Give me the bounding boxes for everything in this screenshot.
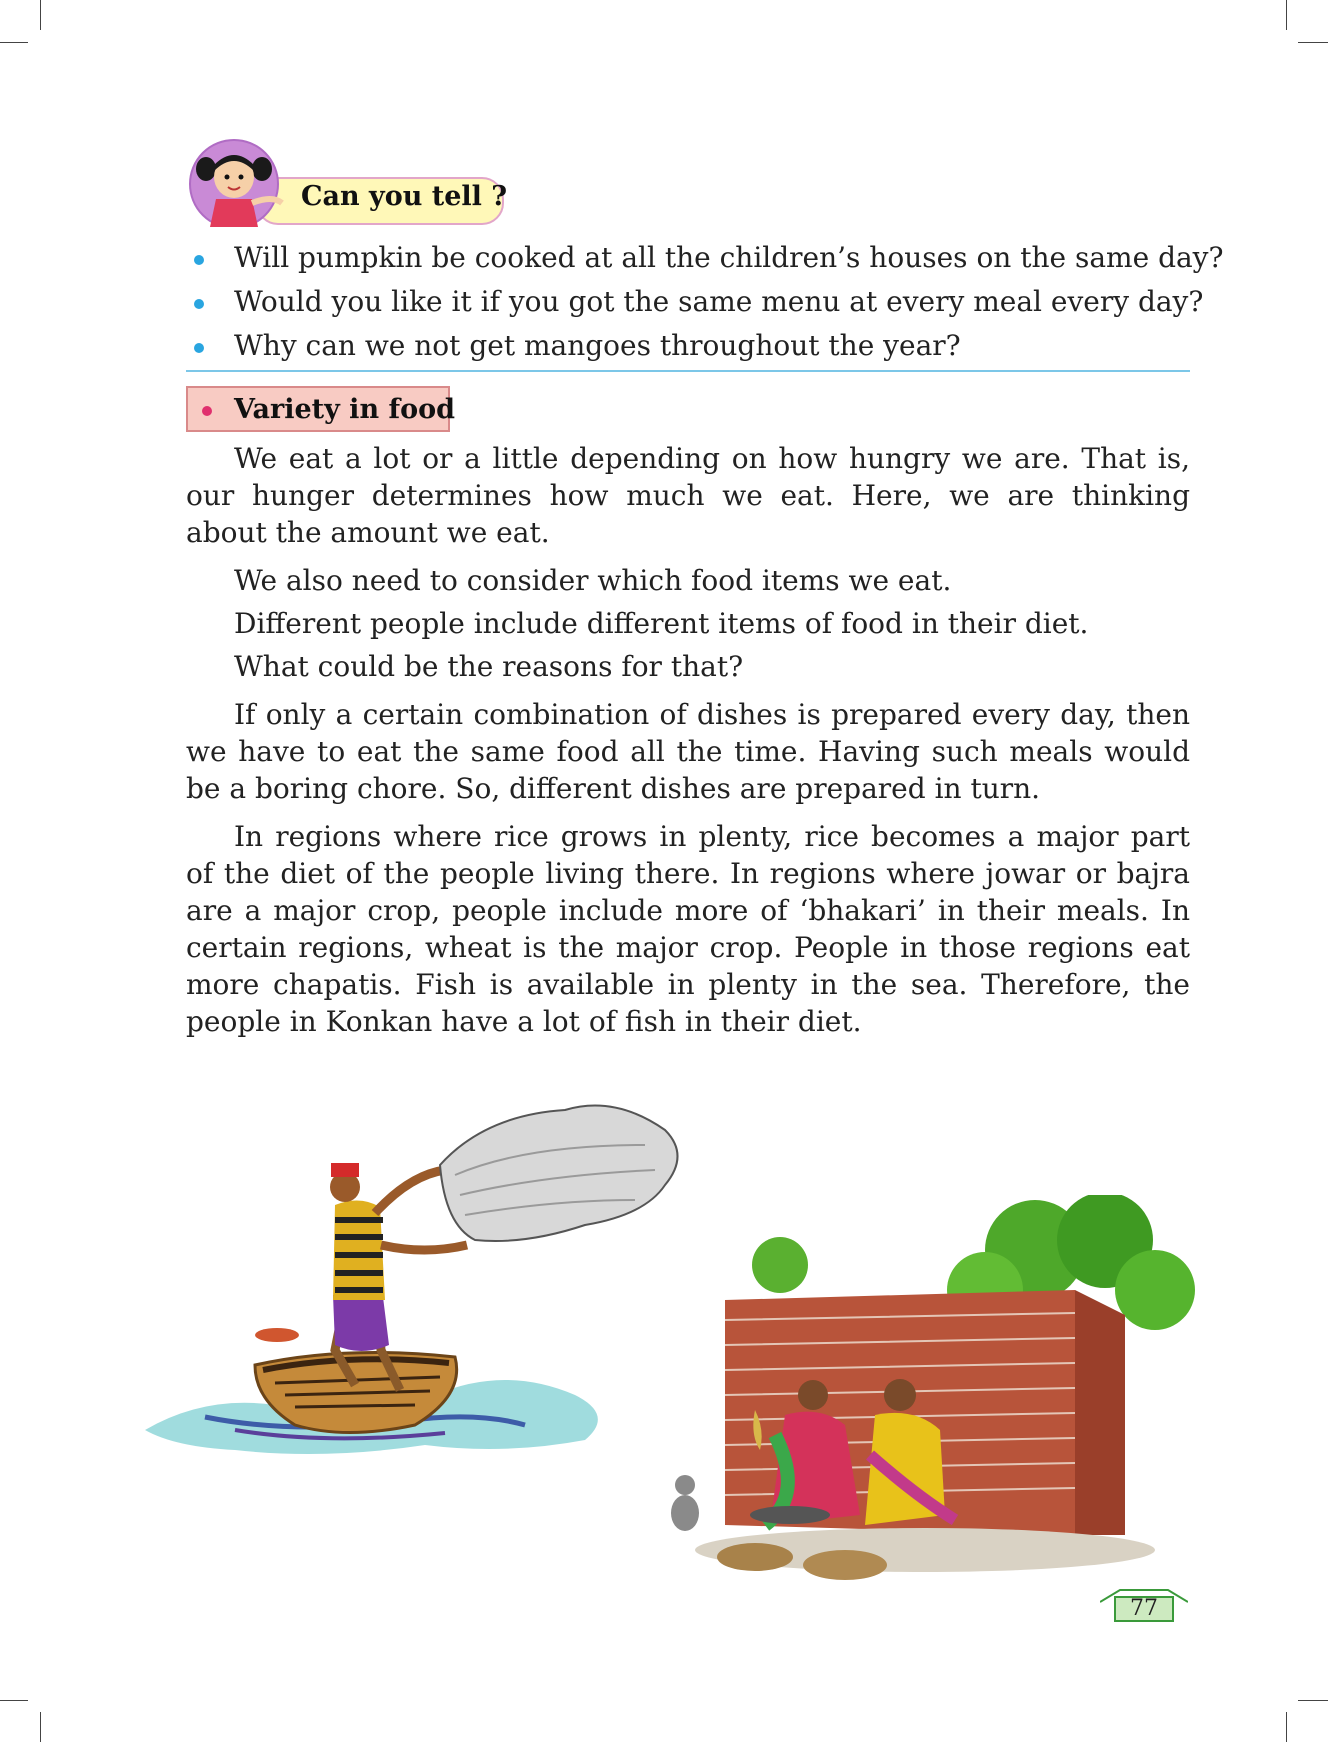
crop-mark	[40, 0, 41, 30]
page-number	[1100, 1588, 1188, 1622]
paragraph: What could be the reasons for that?	[234, 650, 744, 683]
bullet-icon	[202, 406, 212, 416]
section-title: Variety in food	[234, 394, 455, 425]
bullet-icon	[194, 255, 204, 265]
list-item: Would you like it if you got the same menu at every meal every day?	[190, 280, 1190, 324]
crop-mark	[1298, 1700, 1328, 1701]
list-item: Will pumpkin be cooked at all the children’s houses on the same day?	[190, 236, 1190, 280]
list-item: Why can we not get mangoes throughout the year?	[190, 324, 1190, 368]
crop-mark	[0, 1700, 28, 1701]
crop-mark	[1286, 0, 1287, 30]
paragraph: Different people include different items of food in their diet.	[234, 607, 1089, 640]
paragraph: We also need to consider which food items we eat.	[234, 564, 952, 597]
bullet-icon	[194, 343, 204, 353]
can-you-tell-header	[186, 137, 506, 227]
crop-mark	[1298, 42, 1328, 43]
crop-mark	[40, 1712, 41, 1742]
page-number-text: 77	[1130, 1596, 1158, 1621]
question-list	[190, 236, 1224, 368]
can-you-tell-label: Can you tell ?	[301, 181, 508, 212]
paragraph: We eat a lot or a little depending on how hungry we are. That is, our hunger determines how much we eat. Here, we are thinking about the amount we eat.	[186, 442, 1190, 549]
girl-mascot-icon	[186, 137, 296, 227]
fisherman-illustration	[145, 1095, 685, 1460]
crop-mark	[1286, 1712, 1287, 1742]
paragraph: In regions where rice grows in plenty, rice becomes a major part of the diet of the people living there. In regions where jowar or bajra are a major crop, people include more of ‘bhakari’ in their meals. In certain regions, wheat is the major crop. People in those regions eat more chapatis. Fish is available in plenty in the sea. Therefore, the people in Konkan have a lot of fish in their diet.	[186, 820, 1190, 1038]
crop-mark	[0, 42, 28, 43]
divider	[186, 370, 1190, 372]
bullet-icon	[194, 299, 204, 309]
section-body	[186, 440, 1190, 1040]
section-heading	[186, 386, 455, 432]
women-with-fish-illustration	[655, 1195, 1215, 1590]
paragraph: If only a certain combination of dishes is prepared every day, then we have to eat the same food all the time. Having such meals would be a boring chore. So, different dishes are prepared in turn.	[186, 698, 1190, 805]
